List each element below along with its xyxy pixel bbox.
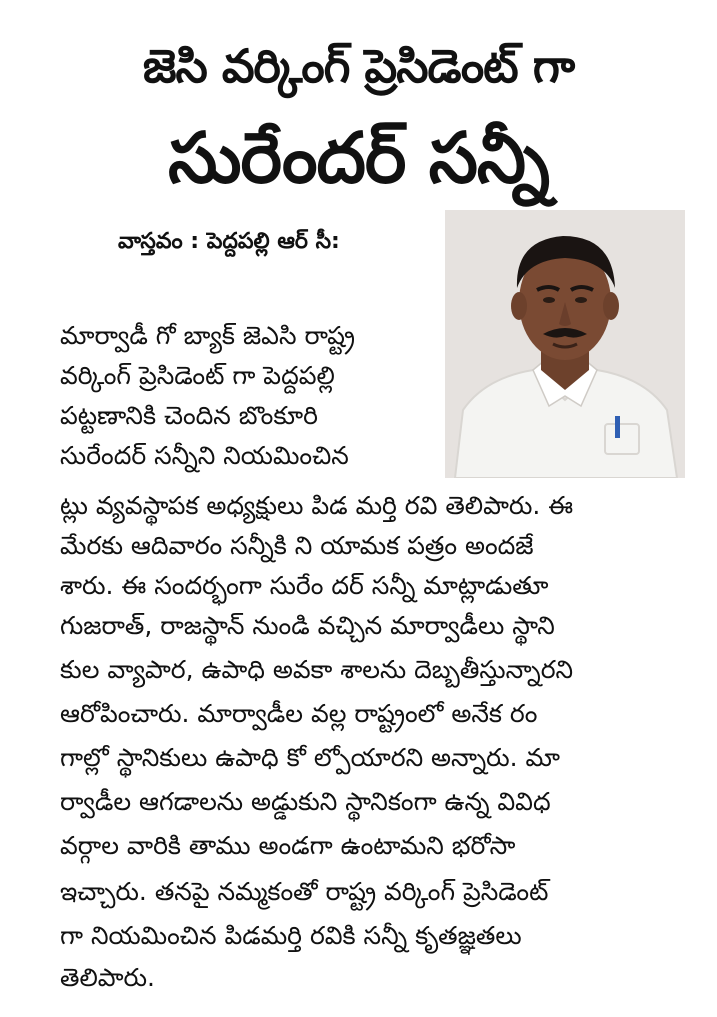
body-line: కుల వ్యాపార, ఉపాధి అవకా శాలను దెబ్బతీస్తున్నారని [60,655,574,684]
headline-line-2: సురేందర్ సన్నీ [168,117,549,199]
body-line: పట్టణానికి చెందిన బొంకూరి [60,401,318,430]
portrait-photo [445,210,685,478]
body-line: వర్గాల వారికి తాము అండగా ఉంటామని భరోసా [60,831,516,860]
body-line: గుజరాత్, రాజస్థాన్ నుండి వచ్చిన మార్వాడీలు స్థాని [60,611,555,640]
body-line: ట్లు వ్యవస్థాపక అధ్యక్షులు పిడ మర్తి రవి తెలిపారు. ఈ [60,491,574,520]
body-line: వర్కింగ్ ప్రెసిడెంట్ గా పెద్దపల్లి [60,361,335,390]
dateline: వాస్తవం : పెద్దపల్లి ఆర్ సీ: [118,229,340,254]
body-line: ఆరోపించారు. మార్వాడీల వల్ల రాష్ట్రంలో అనేక రం [60,699,538,728]
body-line: ర్వాడీల ఆగడాలను అడ్డుకుని స్థానికంగా ఉన్న వివిధ [60,787,551,816]
body-line: గాల్లో స్థానికులు ఉపాధి కో ల్పోయారని అన్నారు. మా [60,743,561,772]
body-line: ఇచ్చారు. తనపై నమ్మకంతో రాష్ట్ర వర్కింగ్ ప్రెసిడెంట్ [60,877,549,906]
body-line: మార్వాడీ గో బ్యాక్ జెఎసి రాష్ట్ర [60,321,356,350]
headline-line-1: జెసి వర్కింగ్ ప్రెసిడెంట్ గా [142,39,575,93]
body-line: తెలిపారు. [60,963,155,992]
body-line: శారు. ఈ సందర్భంగా సురేం దర్ సన్నీ మాట్లాడుతూ [60,571,549,600]
body-line: గా నియమించిన పిడమర్తి రవికి సన్నీ కృతజ్ఞతలు [60,921,522,950]
portrait-illustration [445,210,685,478]
body-line: మేరకు ఆదివారం సన్నీకి ని యామక పత్రం అందజే [60,531,534,560]
body-line: సురేందర్ సన్నీని నియమించిన [60,441,349,470]
